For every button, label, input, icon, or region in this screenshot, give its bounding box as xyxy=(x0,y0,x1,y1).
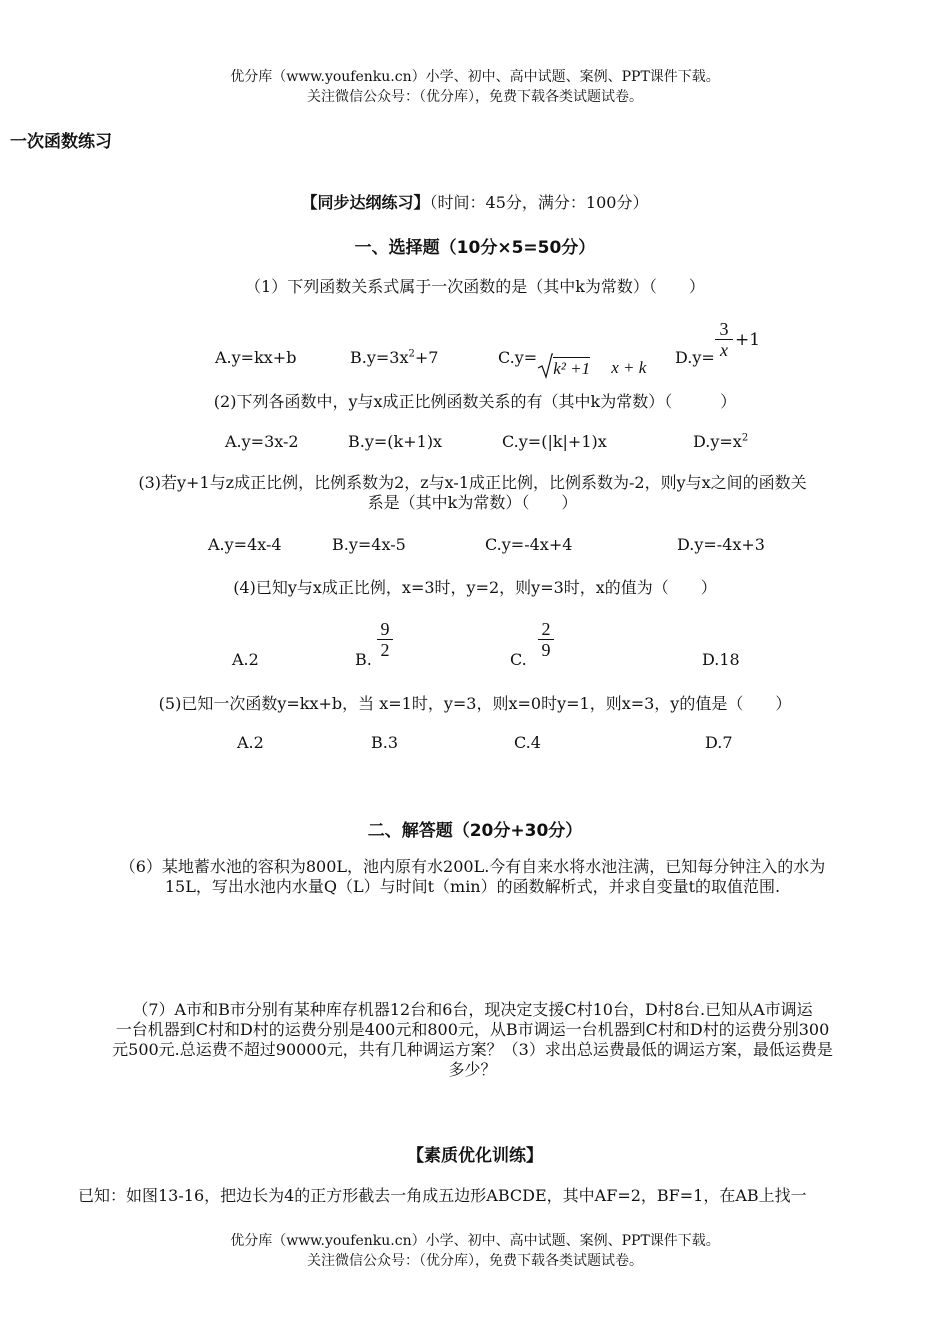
q4-option-b: B. xyxy=(355,650,372,669)
footer-line-1: 优分库（www.youfenku.cn）小学、初中、高中试题、案例、PPT课件下载。 xyxy=(230,1233,720,1249)
document-title: 一次函数练习 xyxy=(10,132,112,152)
section-2-title: 二、解答题（20分+30分） xyxy=(367,821,583,841)
q2-option-a: A.y=3x-2 xyxy=(225,432,299,451)
q3-option-c: C.y=-4x+4 xyxy=(485,535,573,554)
q4-option-d: D.18 xyxy=(702,650,740,669)
sync-practice-info: （时间：45分，满分：100分） xyxy=(429,193,649,212)
q5-stem: (5)已知一次函数y=kx+b，当 x=1时，y=3，则x=0时y=1，则x=3，y的值是（ ） xyxy=(158,694,792,713)
q2-option-c: C.y=(|k|+1)x xyxy=(502,432,607,451)
sync-practice-label: 【同步达纲练习】 xyxy=(301,193,430,212)
q1-d-suffix: +1 xyxy=(735,330,761,350)
q4-b-fraction: 9 2 xyxy=(377,620,393,659)
q5-option-c: C.4 xyxy=(514,733,541,752)
q4-option-c: C. xyxy=(510,650,527,669)
footer-line-2: 关注微信公众号：（优分库），免费下载各类试题试卷。 xyxy=(307,1253,643,1269)
q2-option-d: $D.y=x^2$ xyxy=(693,432,749,451)
q4-c-fraction: 2 9 xyxy=(538,620,554,659)
q1-stem: （1）下列函数关系式属于一次函数的是（其中k为常数）（ ） xyxy=(245,277,705,296)
q1-option-b: $B.y=3x^2+7$ xyxy=(350,348,439,367)
sync-practice-heading xyxy=(0,190,950,213)
quality-training-title: 【素质优化训练】 xyxy=(407,1146,543,1166)
q4-option-a: A.2 xyxy=(232,650,259,669)
q2-stem: (2)下列各函数中，y与x成正比例函数关系的有（其中k为常数）（ ） xyxy=(213,392,737,411)
header-line-1: 优分库（www.youfenku.cn）小学、初中、高中试题、案例、PPT课件下载。 xyxy=(230,69,720,85)
q2-option-b: B.y=(k+1)x xyxy=(348,432,443,451)
q1-d-fraction: 3 x xyxy=(715,320,733,359)
q1-option-a: A.y=kx+b xyxy=(215,348,297,367)
q5-option-b: B.3 xyxy=(371,733,399,752)
q7-text: （7）A市和B市分别有某种库存机器12台和6台，现决定支援C村10台，D村8台.已知从A市调运 一台机器到C村和D村的运费分别是400元和800元，从B市调运一台机器到C村和D村的运费分别300 元500元.总运费不超过90000元，共有几种调运方案？（3）求出总运费最低的调运方案，最低运费是 多少？ xyxy=(112,1000,833,1079)
q5-option-a: A.2 xyxy=(237,733,264,752)
q3-option-a: A.y=4x-4 xyxy=(208,535,282,554)
q5-option-d: D.7 xyxy=(705,733,733,752)
q1-option-c: C.y= k² +1 x + k xyxy=(498,348,647,378)
q3-option-d: D.y=-4x+3 xyxy=(677,535,765,554)
q8-text: 已知：如图13-16，把边长为4的正方形截去一角成五边形ABCDE，其中AF=2，BF=1，在AB上找一 xyxy=(78,1186,807,1205)
q3-stem: (3)若y+1与z成正比例，比例系数为2，z与x-1成正比例，比例系数为-2，则y与x之间的函数关 系是（其中k为常数）（ ） xyxy=(138,473,807,512)
header-line-2: 关注微信公众号：（优分库），免费下载各类试题试卷。 xyxy=(307,89,643,105)
q1-option-d: D.y= xyxy=(675,348,715,367)
sqrt-symbol-icon xyxy=(537,353,553,379)
section-1-title: 一、选择题（10分×5=50分） xyxy=(354,238,596,258)
q4-stem: (4)已知y与x成正比例，x=3时，y=2，则y=3时，x的值为（ ） xyxy=(233,578,717,597)
q6-text: （6）某地蓄水池的容积为800L，池内原有水200L.今有自来水将水池注满，已知每分钟注入的水为 15L，写出水池内水量Q（L）与时间t（min）的函数解析式，并求自变量t的取值范围. xyxy=(119,857,826,896)
q3-option-b: B.y=4x-5 xyxy=(332,535,406,554)
